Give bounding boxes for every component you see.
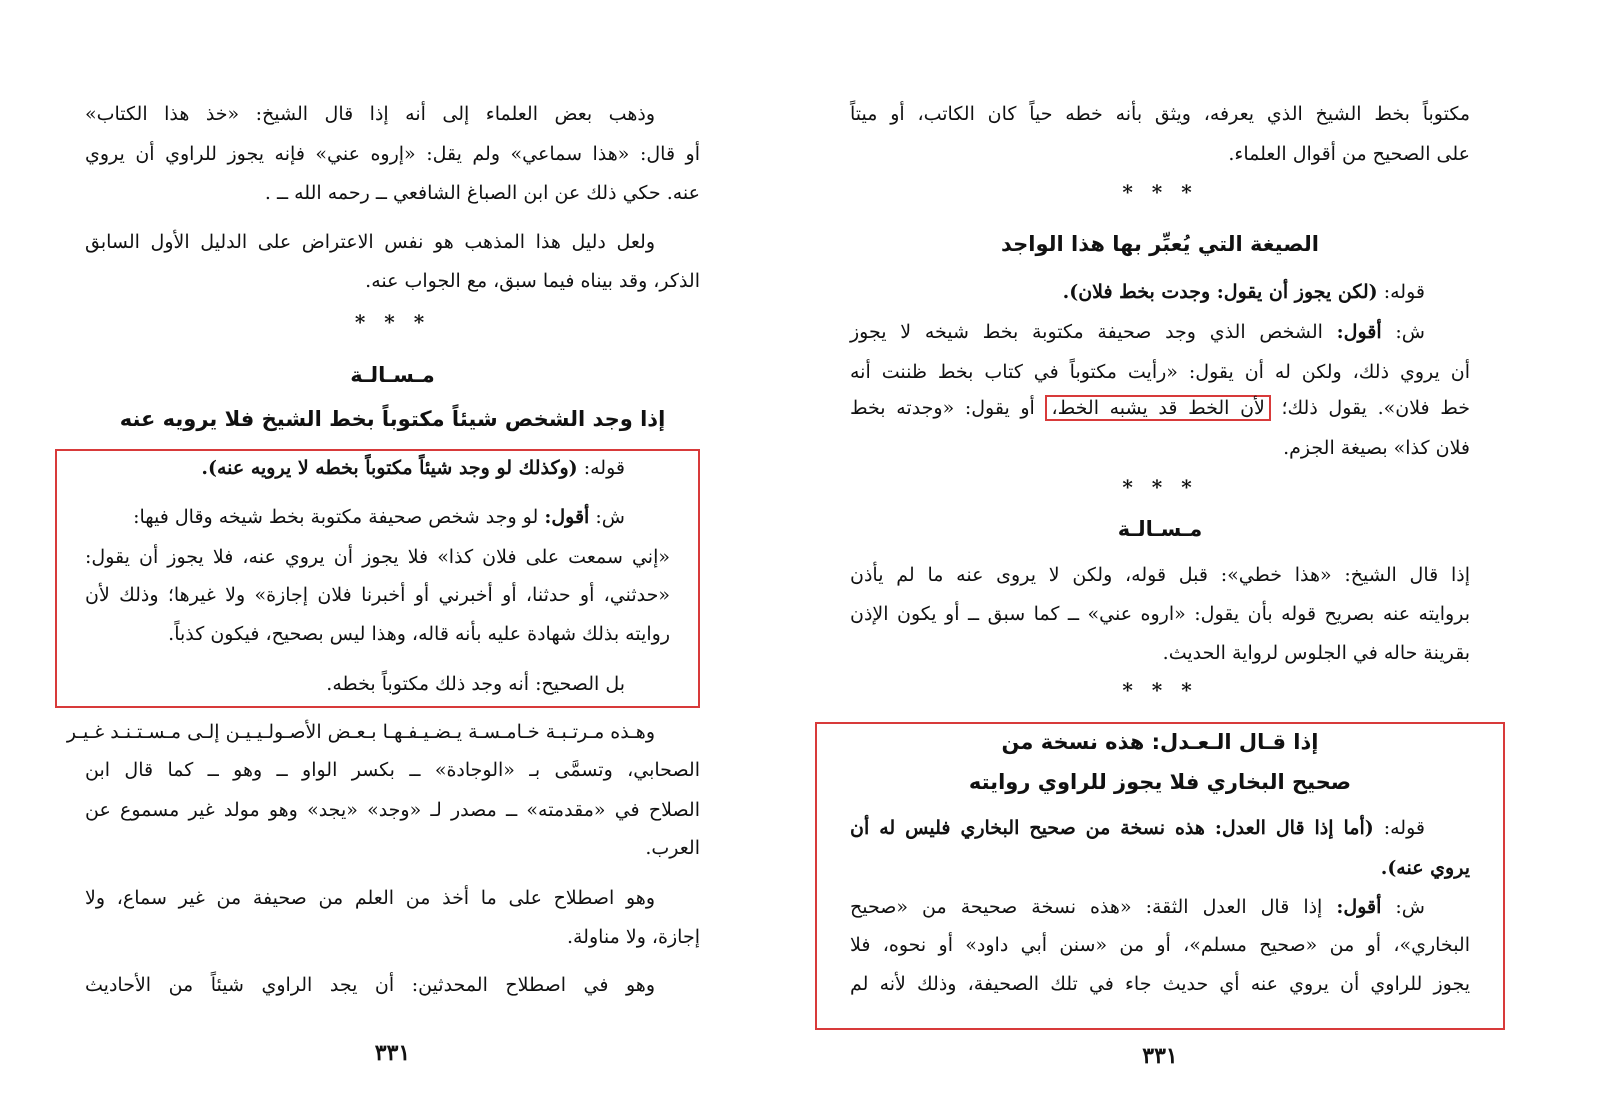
qawl-text: (وكذلك لو وجد شيئاً مكتوباً بخطه لا يرويه عنه). <box>201 457 578 479</box>
separator-stars: * * * <box>1122 475 1198 499</box>
qawl-label: قوله: <box>1383 281 1425 303</box>
sh-line <box>850 312 1470 352</box>
section-heading: إذا وجد الشخص شيئاً مكتوباً بخط الشيخ فلا يرويه عنه <box>119 407 666 431</box>
separator-stars: * * * <box>1122 180 1198 204</box>
text-line: الذكر، وقد بيناه فيما سبق، مع الجواب عنه. <box>365 270 700 292</box>
text-line: بروايته عنه بصريح قوله بأن يقول: «اروه عني» ــ كما سبق ــ أو يكون الإذن <box>850 603 1470 625</box>
section-heading: إذا قـال الـعـدل: هذه نسخة من <box>1001 730 1319 754</box>
section-heading: الصيغة التي يُعبِّر بها هذا الواجد <box>1000 232 1319 256</box>
sh-line <box>850 887 1470 927</box>
text-line: ولعل دليل هذا المذهب هو نفس الاعتراض على الدليل الأول السابق <box>85 231 655 253</box>
text-line: وهـذه مـرتـبـة خـامـسـة يـضـيـفـهـا بـعـض الأصـولـيـيـن إلـى مـسـتـنـد غـيـر <box>66 721 655 743</box>
text-line: إذا قال الشيخ: «هذا خطي»: قبل قوله، ولكن لا يروى عنه ما لم يأذن <box>850 564 1470 586</box>
separator-stars: * * * <box>1122 678 1198 702</box>
text-line: بقرينة حاله في الجلوس لرواية الحديث. <box>1162 642 1470 664</box>
text-line: يجوز للراوي أن يروي عنه أي حديث جاء في تلك الصحيفة، وذلك لأنه لم <box>850 973 1470 995</box>
aqul-label: أقول: <box>1336 896 1382 918</box>
page-number: ٣٣١ <box>1142 1043 1178 1069</box>
qawl-label: قوله: <box>1383 817 1425 839</box>
text-line: وهو اصطلاح على ما أخذ من العلم من صحيفة من غير سماع، ولا <box>85 887 655 909</box>
qawl-line <box>85 448 670 488</box>
left-page <box>66 0 700 1105</box>
text-line: «حدثني، أو حدثنا، أو أخبرني أو أخبرنا فلان إجازة» ولا غيرها؛ وذلك لأن <box>85 584 670 606</box>
qawl-label: قوله: <box>583 457 625 479</box>
text-line: على الصحيح من أقوال العلماء. <box>1228 143 1470 165</box>
qawl-text: (أما إذا قال العدل: هذه نسخة من صحيح البخاري فليس له أن <box>850 817 1374 839</box>
text-line: إجازة، ولا مناولة. <box>566 926 700 948</box>
qawl-line <box>850 808 1470 848</box>
section-heading: مـسـالـة <box>350 363 435 387</box>
page-number: ٣٣١ <box>374 1040 411 1066</box>
text-line: وذهب بعض العلماء إلى أنه إذا قال الشيخ: «خذ هذا الكتاب» <box>85 103 655 125</box>
text-line: روايته بذلك شهادة عليه بأنه قاله، وهذا ليس بصحيح، فيكون كذباً. <box>168 623 670 645</box>
text-line: بل الصحيح: أنه وجد ذلك مكتوباً بخطه. <box>326 673 625 695</box>
text-line: مكتوباً بخط الشيخ الذي يعرفه، ويثق بأنه خطه حياً كان الكاتب، أو ميتاً <box>850 103 1470 125</box>
text-line: أو قال: «هذا سماعي» ولم يقل: «إروه عني» فإنه يجوز للراوي أن يروي <box>85 143 700 165</box>
text-line: العرب. <box>645 837 700 859</box>
highlighted-phrase: لأن الخط قد يشبه الخط، <box>1045 395 1270 421</box>
sh-text: الشخص الذي وجد صحيفة مكتوبة بخط شيخه لا يجوز <box>850 321 1323 343</box>
section-heading: مـسـالـة <box>1117 517 1203 541</box>
separator-stars: * * * <box>354 310 431 334</box>
text-line: أن يروي ذلك، ولكن له أن يقول: «رأيت مكتوباً في كتاب بخط ظننت أنه <box>850 361 1470 383</box>
section-heading: صحيح البخاري فلا يجوز للراوي روايته <box>968 770 1352 794</box>
qawl-text: (لكن يجوز أن يقول: وجدت بخط فلان). <box>1062 281 1378 303</box>
text-line: الصحابي، وتسمَّى بـ «الوجادة» ــ بكسر الواو ــ وهو ــ كما قال ابن <box>85 759 700 781</box>
text-fragment: خط فلان». يقول ذلك؛ <box>1281 397 1471 419</box>
text-fragment: أو يقول: «وجدته بخط <box>850 397 1035 419</box>
sh-prefix: ش: <box>1395 321 1425 343</box>
text-line: «إني سمعت على فلان كذا» فلا يجوز أن يروي عنه، فلا يجوز أن يقول: <box>85 546 670 568</box>
sh-prefix: ش: <box>1395 896 1426 918</box>
text-line: فلان كذا» بصيغة الجزم. <box>1283 437 1470 459</box>
text-line <box>850 388 1470 428</box>
right-page <box>850 0 1470 1105</box>
qawl-line <box>850 272 1470 312</box>
text-line: وهو في اصطلاح المحدثين: أن يجد الراوي شيئاً من الأحاديث <box>85 974 655 996</box>
aqul-label: أقول: <box>1336 321 1382 343</box>
text-line: البخاري»، أو من «صحيح مسلم»، أو من «سنن أبي داود» أو نحوه، فلا <box>850 934 1470 956</box>
aqul-label: أقول: <box>544 506 590 528</box>
sh-text: لو وجد شخص صحيفة مكتوبة بخط شيخه وقال فيها: <box>133 506 539 528</box>
sh-prefix: ش: <box>595 506 625 528</box>
text-line: عنه. حكي ذلك عن ابن الصباغ الشافعي ــ رحمه الله ــ . <box>264 182 700 204</box>
sh-text: إذا قال العدل الثقة: «هذه نسخة صحيحة من «صحيح <box>850 896 1323 918</box>
sh-line <box>85 497 670 537</box>
text-line: الصلاح في «مقدمته» ــ مصدر لـ «وجد» «يجد» وهو مولد غير مسموع عن <box>85 799 700 821</box>
text-line: يروي عنه). <box>1380 857 1470 879</box>
